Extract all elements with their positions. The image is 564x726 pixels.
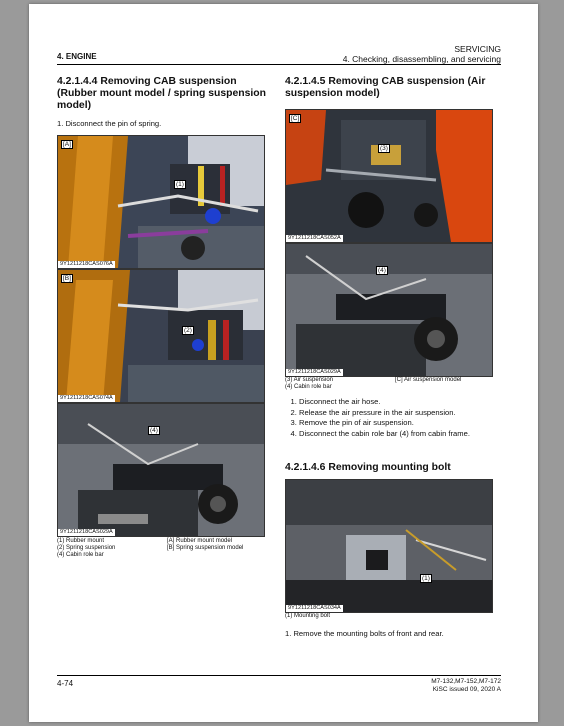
mounting-bolt-step: 1. Remove the mounting bolts of front and rear.	[285, 629, 444, 638]
right-heading-2: 4.2.1.4.6 Removing mounting bolt	[285, 462, 451, 473]
legend-col-parts	[57, 538, 161, 560]
header-title: SERVICING	[454, 44, 501, 54]
photo-rubber-mount	[57, 135, 265, 269]
footer-right	[431, 678, 501, 694]
manual-page	[29, 4, 538, 722]
mounting-bolt-caption: (1) Mounting bolt	[285, 613, 331, 619]
photo-tag: [B]	[63, 275, 71, 282]
legend-item: (2) Spring suspension	[57, 545, 116, 552]
photo-cabin-role-bar-right-image	[286, 244, 492, 376]
photo-mounting-bolt-image	[286, 480, 492, 612]
photo-spring-suspension	[57, 269, 265, 403]
header-right	[343, 44, 501, 64]
right-legend	[285, 377, 461, 391]
legend-item: (4) Cabin role bar	[57, 552, 104, 559]
image-id: 9Y1211218CAS029A	[60, 529, 113, 535]
legend-item: [B] Spring suspension model	[167, 545, 244, 552]
callout: (4)	[150, 427, 158, 434]
image-id: 9Y1211218CAS029A	[288, 369, 341, 375]
photo-cabin-role-bar-left	[57, 403, 265, 537]
photo-cabin-role-bar-left-image	[58, 404, 264, 536]
callout: (1)	[176, 181, 184, 188]
header-divider	[57, 64, 501, 65]
step-item: 3. Remove the pin of air suspension.	[299, 418, 501, 429]
image-id: 9Y1211218CAS034A	[288, 605, 341, 611]
photo-mounting-bolt	[285, 479, 493, 613]
image-id: 9Y1211218CAS074A	[60, 395, 113, 401]
callout: (4)	[378, 267, 386, 274]
legend-item: [A] Rubber mount model	[167, 538, 233, 544]
photo-air-suspension	[285, 109, 493, 243]
right-heading: 4.2.1.4.5 Removing CAB suspension (Air suspension model)	[285, 76, 486, 99]
legend-col-parts	[285, 377, 389, 391]
photo-air-suspension-image	[286, 110, 492, 242]
photo-tag: [A]	[63, 141, 71, 148]
legend-col-models	[167, 538, 243, 560]
legend-col-models	[395, 377, 461, 391]
photo-cabin-role-bar-right	[285, 243, 493, 377]
legend-item: [C] Air suspension model	[395, 377, 462, 383]
legend-item: (1) Rubber mount	[57, 538, 105, 544]
header-subtitle: 4. Checking, disassembling, and servicing	[342, 54, 501, 64]
legend-item: (4) Cabin role bar	[285, 384, 332, 391]
left-heading: 4.2.1.4.4 Removing CAB suspension (Rubber mount model / spring suspension model)	[57, 76, 266, 111]
footer-divider	[57, 675, 501, 676]
model-numbers: M7-132,M7-152,M7-172	[431, 678, 501, 685]
legend-item: (3) Air suspension	[285, 377, 334, 383]
image-id: 9Y1211218CAS076A	[60, 261, 113, 267]
left-step: 1. Disconnect the pin of spring.	[57, 119, 162, 128]
step-item: 4. Disconnect the cabin role bar (4) from cabin frame.	[299, 429, 501, 440]
section-label: 4. ENGINE	[57, 52, 97, 61]
image-id: 9Y1211218CAS052A	[288, 235, 341, 241]
right-steps	[285, 397, 501, 439]
photo-spring-suspension-image	[58, 270, 264, 402]
callout: (3)	[380, 145, 388, 152]
callout: (2)	[184, 327, 192, 334]
issue-info: KiSC issued 09, 2020 A	[432, 686, 501, 693]
step-item: 1. Disconnect the air hose.	[299, 397, 501, 408]
page-number: 4-74	[57, 679, 74, 688]
photo-tag: [C]	[291, 115, 300, 122]
step-item: 2. Release the air pressure in the air suspension.	[299, 408, 501, 419]
left-legend	[57, 538, 243, 560]
photo-rubber-mount-image	[58, 136, 264, 268]
callout: (1)	[422, 575, 430, 582]
